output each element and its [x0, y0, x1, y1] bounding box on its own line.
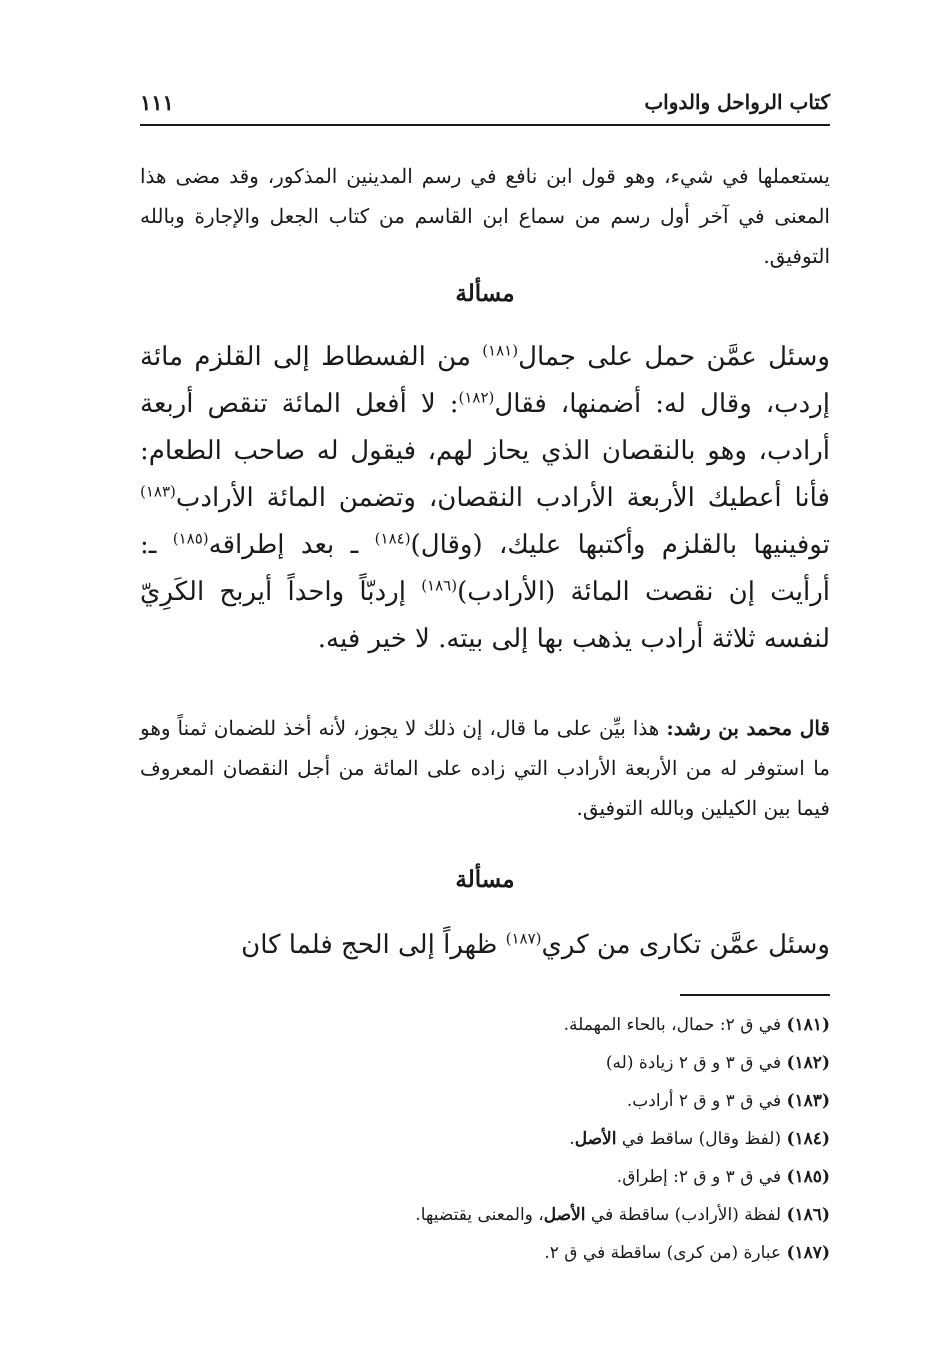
- footnote-ref-181[interactable]: (١٨١): [482, 341, 519, 360]
- page-header: [140, 90, 830, 126]
- footnote-text: (لفظ وقال) ساقط في: [616, 1129, 787, 1149]
- question-paragraph-1: [140, 334, 830, 663]
- question-2-text-2: ظهراً إلى الحج فلما كان: [241, 930, 506, 960]
- footnote-ref-182[interactable]: (١٨٢): [458, 388, 495, 407]
- footnote-text: لفظة (الأرادب) ساقطة في: [585, 1205, 787, 1225]
- footnote-185: [140, 1158, 830, 1196]
- page-number: ١١١: [140, 90, 174, 115]
- footnote-text-end: ، والمعنى يقتضيها.: [415, 1205, 544, 1225]
- header-rule: [140, 124, 830, 126]
- footnote-number: (١٨٧): [786, 1243, 830, 1263]
- footnote-187: [140, 1234, 830, 1272]
- footnote-separator: [680, 994, 830, 996]
- footnote-number: (١٨٤): [786, 1129, 830, 1149]
- footnote-181: [140, 1006, 830, 1044]
- footnote-text: في ق ٣ و ق ٢ زيادة (له): [605, 1053, 787, 1073]
- footnote-number: (١٨٣): [786, 1091, 830, 1111]
- question-1-text-3: : لا أفعل المائة تنقص أربعة أرادب، وهو بالنقصان الذي يحاز لهم، فيقول له صاحب الطعام: فأنا أعطيك الأربعة الأرادب النقصان، وتضمن المائة الأرادب: [140, 389, 830, 513]
- footnote-ref-183[interactable]: (١٨٣): [140, 482, 176, 501]
- footnote-emphasis: الأصل: [543, 1205, 586, 1225]
- footnote-number: (١٨٦): [786, 1205, 830, 1225]
- footnote-emphasis: الأصل: [574, 1129, 617, 1149]
- footnote-182: [140, 1044, 830, 1082]
- section-heading-1: مسألة: [455, 280, 515, 307]
- footnote-text: في ق ٣ و ق ٢ أرادب.: [626, 1091, 787, 1111]
- question-1-text-4: توفينيها بالقلزم وأكتبها عليك، (وقال): [410, 530, 830, 560]
- question-1-text-1: وسئل عمَّن حمل على جمال: [518, 342, 830, 372]
- footnote-ref-185[interactable]: (١٨٥): [172, 529, 209, 548]
- footnote-184: [140, 1120, 830, 1158]
- footnote-text-end: .: [569, 1129, 575, 1149]
- footnote-ref-186[interactable]: (١٨٦): [421, 576, 458, 595]
- footnote-text: في ق ٣ و ق ٢: إطراق.: [616, 1167, 787, 1187]
- footnote-ref-184[interactable]: (١٨٤): [374, 529, 411, 548]
- question-paragraph-2: [140, 922, 830, 969]
- commentary-text: هذا بيِّن على ما قال، إن ذلك لا يجوز، لأنه أخذ للضمان ثمناً وهو ما استوفر له من الأربعة الأرادب التي زاده على المائة من أجل النقصان المعروف فيما بين الكيلين وبالله التوفيق.: [140, 716, 830, 820]
- footnote-186: [140, 1196, 830, 1234]
- question-1-text-7: إردبّاً واحداً أيربح الكَرِيّ لنفسه ثلاثة أرادب يذهب بها إلى بيته. لا خير فيه.: [140, 577, 830, 654]
- footnote-ref-187[interactable]: (١٨٧): [505, 929, 542, 948]
- footnotes-list: [140, 1006, 830, 1272]
- intro-paragraph: يستعملها في شيء، وهو قول ابن نافع في رسم المدينين المذكور، وقد مضى هذا المعنى في آخر أول رسم من سماع ابن القاسم من كتاب الجعل والإجارة وبالله التوفيق.: [140, 164, 830, 268]
- question-1-text-2: من الفسطاط إلى القلزم مائة إردب، وقال له: أضمنها، فقال: [140, 342, 831, 419]
- question-2-text-1: وسئل عمَّن تكارى من كري: [541, 930, 830, 960]
- footnote-number: (١٨٢): [786, 1053, 830, 1073]
- footnote-number: (١٨١): [786, 1015, 830, 1035]
- commentary-speaker: قال محمد بن رشد:: [666, 716, 830, 740]
- question-1-text-5: ـ بعد إطراقه: [208, 530, 375, 560]
- footnote-text: عبارة (من كرى) ساقطة في ق ٢.: [544, 1243, 787, 1263]
- footnote-number: (١٨٥): [786, 1167, 830, 1187]
- ibn-rushd-commentary: [140, 708, 830, 828]
- footnote-text: في ق ٢: حمال، بالحاء المهملة.: [563, 1015, 787, 1035]
- running-title: كتاب الرواحل والدواب: [644, 90, 830, 114]
- footnote-183: [140, 1082, 830, 1120]
- section-heading-2: مسألة: [455, 866, 515, 893]
- question-1-text-6: ـ: أرأيت إن نقصت المائة (الأرادب): [140, 530, 830, 607]
